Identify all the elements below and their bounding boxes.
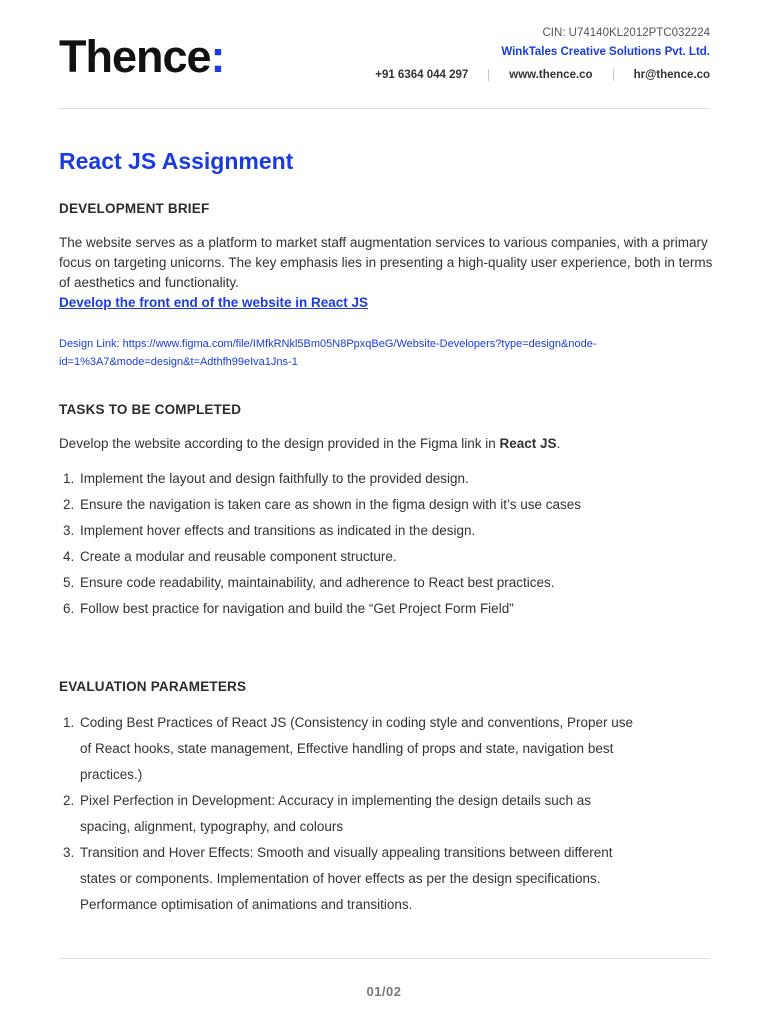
list-item-number: 1. — [63, 471, 75, 486]
list-item-text: Implement hover effects and transitions as indicated in the design. — [80, 523, 476, 538]
list-item — [59, 570, 714, 596]
list-item-text: Coding Best Practices of React JS (Consistency in coding style and conventions, Proper use of React hooks, state management, Effective handling of props and state, navigation best practices.) — [80, 715, 634, 782]
develop-link[interactable]: Develop the front end of the website in React JS — [59, 295, 369, 310]
page-title: React JS Assignment — [59, 148, 294, 174]
design-link-label: Design Link: — [59, 338, 123, 350]
list-item — [59, 466, 714, 492]
list-item-text: Follow best practice for navigation and build the “Get Project Form Field” — [80, 601, 514, 616]
brief-paragraph: The website serves as a platform to market staff augmentation services to various companies, with a primary focus on targeting unicorns. The key emphasis lies in presenting a high-quality user experience, both in terms of aesthetics and functionality. — [59, 235, 713, 290]
list-item-number: 3. — [63, 523, 75, 538]
tasks-list — [59, 466, 714, 622]
contact-separator — [613, 69, 614, 81]
logo-colon: : — [210, 31, 225, 82]
list-item-text: Implement the layout and design faithfully to the provided design. — [80, 471, 469, 486]
contact-separator — [488, 69, 489, 81]
list-item — [59, 492, 714, 518]
website-link[interactable]: www.thence.co — [509, 69, 593, 81]
list-item — [59, 710, 714, 788]
list-item-text: Pixel Perfection in Development: Accuracy in implementing the design details such as spacing, alignment, typography, and colours — [80, 793, 592, 834]
logo-text: Thence — [59, 31, 211, 82]
list-item-number: 2. — [63, 497, 75, 512]
company-logo — [59, 30, 225, 84]
evaluation-heading: EVALUATION PARAMETERS — [59, 679, 247, 694]
list-item — [59, 518, 714, 544]
tasks-intro-bold: React JS — [499, 436, 557, 451]
list-item-text: Create a modular and reusable component structure. — [80, 549, 397, 564]
figma-url-link[interactable]: https://www.figma.com/file/IMfkRNkl5Bm05N8PpxqBeG/Website-Developers?type=design&node-id=1%3A7&mode=design&t=Adthfh99eIva1Jns-1 — [59, 338, 597, 368]
cin-number: CIN: U74140KL2012PTC032224 — [542, 27, 710, 39]
list-item — [59, 788, 714, 840]
list-item — [59, 544, 714, 570]
list-item-number: 4. — [63, 549, 75, 564]
list-item-number: 3. — [63, 845, 75, 860]
email-link[interactable]: hr@thence.co — [633, 69, 710, 81]
page-number: 01/02 — [366, 984, 402, 999]
list-item — [59, 840, 714, 918]
tasks-heading: TASKS TO BE COMPLETED — [59, 402, 242, 417]
contact-bar — [375, 69, 710, 81]
list-item-number: 5. — [63, 575, 75, 590]
design-link — [59, 335, 714, 371]
tasks-intro-text: Develop the website according to the design provided in the Figma link in — [59, 436, 500, 451]
list-item-text: Ensure the navigation is taken care as shown in the figma design with it’s use cases — [80, 497, 582, 512]
list-item — [59, 596, 714, 622]
header-divider — [59, 108, 710, 109]
evaluation-list — [59, 710, 714, 918]
list-item-number: 1. — [63, 715, 75, 730]
list-item-text: Transition and Hover Effects: Smooth and visually appealing transitions between different states or components. Implementation of hover effects as per the design specifications. Performance optimisation of animations and transitions. — [80, 845, 613, 912]
brief-heading: DEVELOPMENT BRIEF — [59, 201, 210, 216]
list-item-number: 2. — [63, 793, 75, 808]
tasks-intro — [59, 434, 714, 454]
company-info — [501, 25, 710, 60]
footer-divider — [59, 958, 710, 959]
phone-number: +91 6364 044 297 — [375, 69, 469, 81]
main-content — [59, 146, 714, 918]
company-name: WinkTales Creative Solutions Pvt. Ltd. — [501, 46, 710, 58]
list-item-number: 6. — [63, 601, 75, 616]
tasks-intro-end: . — [556, 436, 561, 451]
list-item-text: Ensure code readability, maintainability, and adherence to React best practices. — [80, 575, 555, 590]
